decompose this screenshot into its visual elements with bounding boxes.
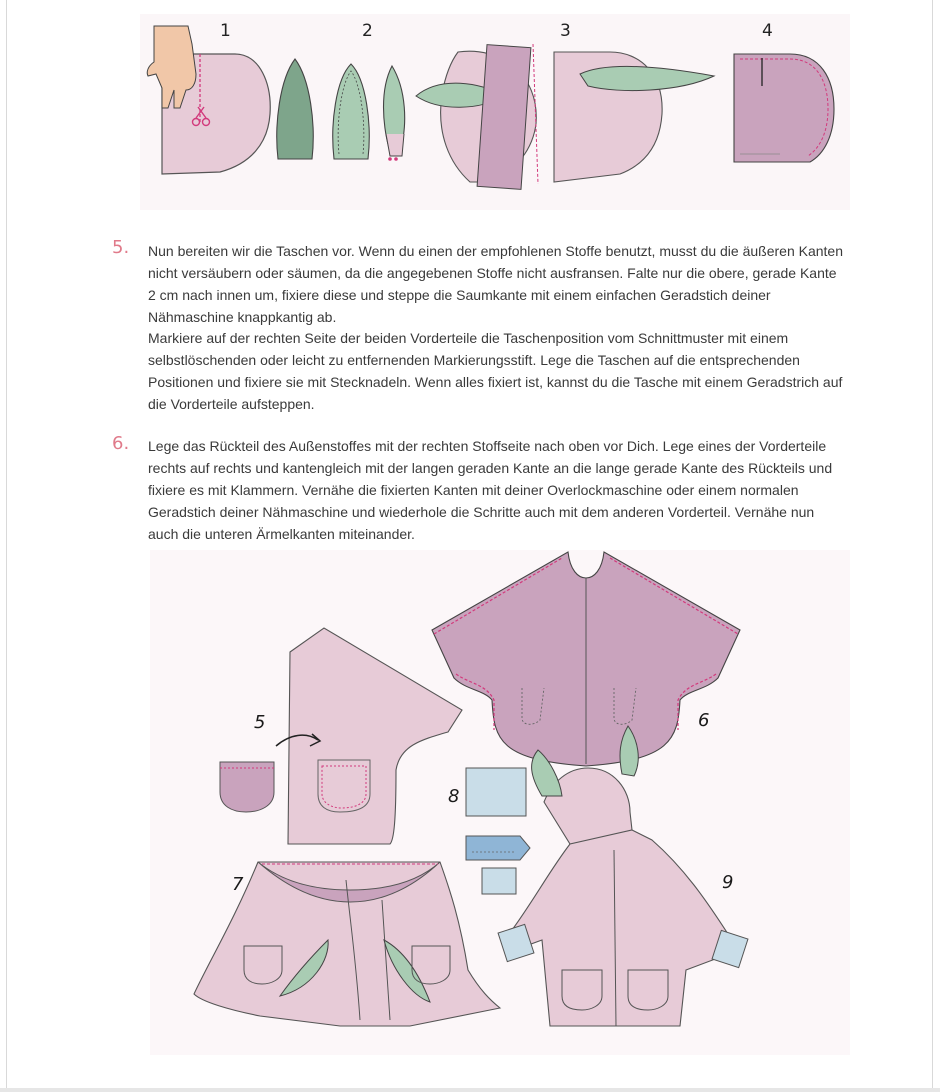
step-label-4: 4 [762, 21, 773, 41]
step-label-1: 1 [220, 21, 231, 41]
figure-label-9: 9 [722, 872, 734, 893]
hood-ears-illustration [140, 14, 850, 210]
step-5-marker: 5. [112, 237, 130, 258]
step-6-paragraph-1: Lege das Rückteil des Außenstoffes mit der rechten Stoffseite nach oben vor Dich. Lege eines der Vorderteile rechts auf rechts und kantengleich mit der langen geraden Kante an die lange gerade Kante des Rückteils und fixiere es mit Klammern. Vernähe die fixierten Kanten mit deiner Overlockmaschine oder einem normalen Geradstich deiner Nähmaschine und wiederhole die Schritte auch mit dem anderen Vorderteil. Vernähe nun auch die unteren Ärmelkanten miteinander. [148, 438, 833, 542]
finished-hood-step4 [734, 54, 834, 162]
figure-label-6: 6 [698, 710, 710, 731]
page-edge-right [932, 0, 933, 1092]
step-label-2: 2 [362, 21, 373, 41]
figure-label-8: 8 [448, 786, 460, 807]
figure-label-7: 7 [232, 874, 244, 895]
jacket-assembly-illustration [150, 550, 850, 1055]
step-label-3: 3 [560, 21, 571, 41]
step-5-paragraph-1: Nun bereiten wir die Taschen vor. Wenn du einen der empfohlenen Stoffe benutzt, musst du die äußeren Kanten nicht versäubern oder säumen, da die angegebenen Stoffe nicht ausfransen. Falte nur die obere, gerade Kante 2 cm nach innen um, fixiere diese und steppe die Saumkante mit einem einfachen Geradstich deiner Nähmaschine knappkantig ab. [148, 243, 844, 325]
figure-label-5: 5 [254, 712, 266, 733]
step-5-paragraph-2: Markiere auf der rechten Seite der beiden Vorderteile die Taschenposition vom Schnittmuster mit einem selbstlöschenden oder leicht zu entfernenden Markierungsstift. Lege die Taschen auf die entsprechenden Positionen und fixiere sie mit Stecknadeln. Wenn alles fixiert ist, kannst du die Tasche mit einem Geradstrich auf die Vorderteile aufsteppen. [148, 330, 843, 412]
page-edge-left [6, 0, 7, 1092]
page-edge-bottom [0, 1088, 940, 1092]
step-6-marker: 6. [112, 433, 130, 454]
